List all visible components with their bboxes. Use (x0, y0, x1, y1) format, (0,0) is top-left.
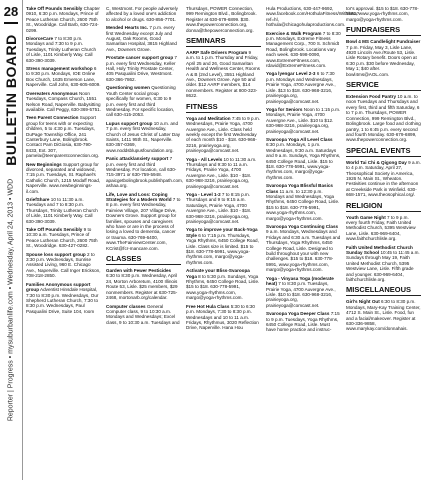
listing-entry (186, 50, 261, 99)
listing-title: New Beginnings (26, 161, 62, 167)
listing-title: Yoga - Vinyasa Yoga (moderate heat) (266, 275, 334, 287)
listing-body: 7 p.m. every first Wednesday, Keller Hall, Holy Trinity Prostate Center, 405 Pasqualini Drive, Westmont. 630-366-7862. (106, 55, 177, 82)
listing-title: World Tai Chi & Qigong Day (346, 159, 407, 165)
listing-entry (106, 6, 181, 22)
listing-entry (26, 36, 101, 63)
section-heading: SPECIAL EVENTS (346, 146, 421, 157)
section-heading: FUNDRAISERS (346, 25, 421, 36)
listing-body: C, Westmont. For people adversely affected by a loved one's addiction to alcohol or drugs. 630-856-7701. (106, 6, 178, 22)
listing-entry (266, 276, 341, 308)
running-head: Reporter | Progress • mysuburbanlife.com • Wednesday, April 24, 2013 • WDD (7, 178, 15, 422)
listing-body: 6 to 9:30 p.m. Mondays, IOE Online Box Church, 1635 Emerson Lane, Naperville. Call John, 630-605-6009. (26, 66, 101, 88)
listing-title: Yoga to improve your Back-Yoga Style (186, 227, 258, 238)
listing-title: Computer classes (106, 303, 146, 309)
listing-title: Exercise & Walk Program (266, 30, 322, 36)
listing-entry (26, 162, 101, 194)
listing-entry (106, 85, 181, 117)
listing-title: Yoga - Level 1-2 (186, 191, 221, 197)
listing-body: 10 to 11:30 a.m. Thursdays and 9:30 to 11 a.m. Fridays, Prairie Yoga, 4700 Auvergne Ave., Lisle. $10 - $18. 630-968-3216, prairieyoga.org, prairieyoga@comcast.net. (186, 156, 257, 189)
section-heading: RELIGION (346, 201, 421, 212)
section-title: BULLETIN BOARD (3, 34, 19, 166)
listing-entry (346, 39, 421, 77)
listing-body: Hula Productions, 630-447-9692, www.facebook.com/HothulaFitness/With/usa?ref=hl, hothula@chicagohulaproductions.com. (266, 6, 360, 28)
listing-entry (186, 116, 261, 154)
listing-title: Free Hot Hula Class (186, 303, 230, 309)
listing-entry (346, 160, 421, 198)
listing-body: 10 a.m. and 7 p.m. every first Wednesday, Church of Jesus Christ of Latter Day Saints, 1411 95th St., Naperville. 630-357-0369, www.noddsblupusfoundation.org. (106, 120, 181, 153)
listing-body: 10 to 11:30 a.m. Tuesdays and 7 to 8:30 p.m. Thursdays, Trinity Lutheran Church of Lisle, 1101 Kimberly Way. Call 630-390-3039. (26, 197, 98, 224)
listing-title: Mended Hearts Inc. (106, 25, 149, 31)
listing-entry (346, 299, 421, 331)
section-heading: FITNESS (186, 102, 261, 113)
listing-body: 7 to 8 p.m. every first Wednesday, Fairview Village, 207 Village Drive, Downers Grove. Support group for families, spouses and caregivers who have or are in the process of losing a loved to dementia, cancer or trauma. 630-769-6400, www.TheFairviewCenter.com, KCrist@fcr-mancare.com. (106, 197, 181, 251)
listing-body: 7 p.m. every first Wednesday except July and August, Oak Rooms, Good Samaritan Hospital, 3815 Highland Ave., Downers Grove. (106, 25, 177, 52)
listing-entry (26, 197, 101, 224)
listing-title: Svaroopa Yoga Deeper Class (266, 311, 330, 317)
listing-body: 10:45 to 11:45 a.m. Sundays through May 19, Faith United Methodist Church, 5395 Westview Lane, Lisle. Fifth grade and younger. 630-969-6404, faithchurchlisle.org. (346, 250, 420, 283)
listing-entry (346, 245, 421, 283)
listing-body: 7 to 8:30 p.m. Tuesdays, Prairie Yoga, 4700 Auvergne Ave., Lisle. $10 to $18. 630-968-3216, prairieyoga.org, prairieyoga@comcast.net. (266, 281, 336, 308)
listing-body: Noon Tuesdays, Compass Church, 1551 Nelson Road, Naperville. Babysitting available. Call Peggy, 630-369-5751. (26, 90, 101, 112)
listing-entry (26, 6, 101, 33)
listing-entry (266, 107, 341, 134)
listing-title: Youth Game Night (346, 214, 386, 220)
listing-body: 6:30 to 8:30 p.m. Mondays, Mary-Kay Training Center, 4712 S. Main St., Lisle. Food, fun and a facial/makeover. Register at 630-336-9858, www.marykay.com/donnahais. (346, 299, 421, 332)
column-1 (26, 6, 101, 476)
listing-body: 11 a.m. to 12:30 p.m. Mondays and Wednesdays, Yoga Rhythms, 6450 College Road, Lisle. $15 to $18. 630-778-5991, www.yoga-rhythms.com, margo@yoga-rhythms.com. (266, 188, 340, 221)
column-4 (266, 6, 360, 476)
listing-title: Garden with Fewer Pesticides (106, 268, 172, 274)
listing-body: 7 to 8:15 p.m. Thursdays and 9 to 9:15 a.m. Saturdays, Prairie Yoga, 4700 Auvergne Ave., Lisle. $10 - $18. 630-968-3216, prairieyoga.org, prairieyoga@comcast.net. (186, 191, 252, 224)
listing-body: 7:45 to 9 p.m. Wednesdays, Prairie Yoga, 4700 Auvergne Ave., Lisle. Class held weekly except the first Wednesday of each month $10 - $18. 630-968-3216, prairieyoga.org, prairieyoga@comcast.net. (186, 115, 260, 154)
listing-body: 2 to 3:30 p.m. Wednesdays, Sunrise Assisted Living, 960 E. Chicago Ave., Naperville. Call Inger Erickson, 708-218-2850. (26, 251, 101, 279)
listing-body: 9 a.m. Mondays, Wednesdays and Fridays and 6:30 a.m. Tuesdays and Thursdays, Yoga Rhythms, 6450 College Road, Lisle. Designed to build throughout your with new challenges. $15 to $18. 630-778-5991, www.yoga-rhythms.com, margo@yoga-rhythms.com. (266, 229, 341, 273)
listing-entry (26, 282, 101, 314)
listing-title: Bowl 4 MS Candlelight Fundraiser (346, 39, 421, 45)
listing-title: Questioning women (106, 85, 150, 91)
listing-entry (106, 268, 181, 300)
listing-body: 6 to 7:15 p.m. Thursdays, Yoga Rhythms, 6450 College Road, Lisle. Class size is limited. $15 to $18. 630-778-5991, www.yoga-rhythms.com, margo@yoga-rhythms.com. (186, 232, 259, 265)
listing-body: 9 a.m. to 4 p.m. Saturday, April 27, Theosophical Society in America, 1926 N. Main St., Wheaton. Festivities continue in the afternoon at Creekside Park in Winfield. 630-668-1571, www.theosophical.org/. (346, 159, 421, 198)
listing-entry (186, 192, 261, 224)
listing-entry (346, 6, 421, 22)
column-5 (346, 6, 421, 476)
listing-title: Families Anonymous support group (26, 281, 91, 293)
section-heading: MISCELLANEOUS (346, 285, 421, 296)
listing-body: 7 to 8:30 p.m. Mondays, Extreme Fitness Management Corp., 700 S. Schmidt Road, Bolingbrook. Locations vary each week. 630-598-0090, www.ExtremeFitness.com, rdavid@ExtremeFitness.com. (266, 30, 341, 69)
listing-entry (186, 268, 261, 300)
listing-body: Questioning Youth Center social group specifically for women, 6:30 to 9 p.m. every first and third Wednesday. For specific location, call 630-415-2053. (106, 85, 176, 118)
listing-entry (26, 227, 101, 249)
listing-body: Noon to 1:15 p.m. Mondays, Prairie Yoga, 4700 Auvergne Ave., Lisle. $10 to $12. 630-968-3216, prairieyoga.org, prairieyoga@comcast.net. (266, 106, 341, 134)
listing-entry (186, 6, 261, 33)
listing-title: Prostate cancer support group (106, 55, 174, 61)
listing-entry (266, 183, 341, 221)
listing-body: Chapter 0910, 6:30 p.m. Mondays, Prince of Peace Lutheran Church, 2600 75th St., Woodridge. Call Barb, 630-724-0299. (26, 6, 100, 33)
listing-entry (106, 156, 184, 189)
listing-entry (266, 311, 341, 333)
listing-title: Stress management workshop (26, 66, 93, 72)
section-heading: SERVICE (346, 80, 421, 91)
listing-entry (186, 227, 261, 265)
section-heading: CLASSES (106, 254, 181, 265)
column-2 (106, 6, 184, 476)
listing-body: Adventist Hinsdale Hospital, 7:30 to 8:30 p.m. Wednesdays, Our Shepherd Lutheran Church, 7:30 to 8:30 p.m. Wednesdays, Paul Pasqualini Drive, Suite 104, room (26, 287, 99, 314)
listing-body: 6 to 7:30 p.m. Mondays and Wednesdays, Prairie Yoga, 4700 Auvergne Ave., Lisle. $13 to $18. 630-968-3216, prairieyoga.org, prairieyoga@comcast.net. (266, 71, 336, 104)
listing-body: 9 to 10:30 a.m. Tuesdays, Prince of Peace Lutheran Church, 2600 75th St., Woodridge. 630-427-0282. (26, 227, 98, 249)
listing-body: tor's approval. $15 to $18. 630-778-5991, www.yoga-rhythms.com, margo@yoga-rhythms.com. (346, 6, 419, 22)
listing-entry (186, 304, 261, 331)
listing-entry (266, 137, 341, 180)
listing-title: Teen Parent Connection (26, 115, 79, 121)
listing-entry (106, 55, 181, 82)
listing-entry (106, 25, 181, 52)
listing-title: DivorceCare (26, 36, 54, 42)
listing-entry (26, 91, 101, 113)
listing-entry (26, 115, 101, 158)
listing-entry (346, 215, 421, 242)
listing-title: Extension Food Pantry (346, 94, 397, 100)
listing-title: Yoga and Meditation (186, 115, 231, 121)
listing-title: Girl's Night Out (346, 299, 380, 305)
page-number-rule (4, 22, 18, 24)
page-number: 28 (3, 4, 19, 19)
listing-title: Spouse loss support group (26, 251, 86, 257)
listing-entry (266, 224, 341, 273)
listing-title: Take Off Pounds Sensibly (26, 6, 83, 11)
listing-body: Support group for teens with or expecting children, 5 to 4:30 p.m. Tuesdays, DuPage Township Office, 241 Canterbury Lane, Bolingbrook. Contact Pam DiGiosia, 630-790-8433, Ext. 307, pamela@teenparentconnection.org. (26, 115, 100, 159)
listing-entry (266, 31, 341, 69)
listing-title: Svaroopa Yoga All Level Class (266, 136, 333, 142)
section-heading: SEMINARS (186, 36, 261, 47)
listing-body: 7 p.m. Friday, May 3, Lisle Lane, 4920 Lincoln Ave./Route 53, Lisle. Lisle Rotary benefit. Doors open at 6:30 p.m. $30 before Wednesday, May 1; $40 after. bowl4ms@AOL.com. (346, 44, 417, 77)
listing-entry (346, 94, 421, 143)
listing-title: Yoga for Seniors (266, 106, 303, 112)
listing-body: 10 a.m. to noon Tuesdays and Thursdays and every first, third and fifth Saturday, 6 to 7 p.m. Thursdays, POWER Connection, 999 Remington Blvd., Bolingbrook. Large food and clothing pantry, 1 to 6:45 p.m. every second and fourth Monday. 630-679-6899, www.thepowerconnection.org. (346, 94, 421, 143)
listing-body: General Computer class, 9 to 10:30 a.m. Mondays and Wednesdays; Excel class, 9 to 10:30 a.m. Tuesdays and (106, 303, 180, 325)
listing-entry (186, 157, 261, 189)
listing-title: Life, Love and Loss: Coping Strategies for a Modern World (106, 191, 172, 202)
listing-title: Svaroopa Yoga Blissful Basics Class (266, 183, 333, 194)
listing-entry (106, 304, 181, 326)
listing-title: Lupus support group (106, 120, 153, 126)
listing-entry (106, 192, 181, 251)
listing-entry (26, 66, 101, 88)
listing-title: GriefShare (26, 197, 50, 202)
listing-body: Thursdays, POWER Connection, 999 Remington Blvd., Bolingbrook. Register at 630-679-6899. $30. www.thepowerconnection.org, donna@thepowerconnection.org. (186, 6, 257, 33)
listing-body: 6:30 p.m. Mondays, 1 p.m. Wednesdays, 9:30 a.m. Saturdays and 9 a.m. Sundays, Yoga Rhythms, 6450 College Road, Lisle. $15 to $18. 630-778-5991, www.yoga-rhythms.com, margo@yoga-rhythms.com. (266, 142, 341, 180)
listing-title: Overeaters Anonymous (26, 90, 78, 96)
listing-body: 6:30 to 8:30 p.m. Wednesday, April 24, Morton Arboretum, 4100 Illinois Route 53, Lisle. $25 members, $29 nonmembers. Register at 630-725-2468, mortonarb.org/calendar. (106, 273, 178, 301)
listing-title: Svaroopa Yoga Continuing Class (266, 224, 339, 230)
listing-title: Take Off Pounds Sensibly (26, 227, 83, 233)
page-gutter (0, 0, 23, 480)
listing-entry (106, 121, 181, 153)
column-3 (186, 6, 261, 476)
listing-body: Support group for divorced, separated and widowed, 7:15 p.m. Tuesdays, St. Raphael's Catholic Church, 1215 Modaff Road, Naperville. www.newbeginnings-il.com. (26, 161, 101, 194)
listing-body: 7:15 to 9 p.m. Tuesdays, Yoga Rhythms, 6450 College Road, Lisle. Must have home practice and instruc- (266, 311, 340, 333)
listing-title: Panic attack/anxiety support (106, 156, 169, 162)
listing-body: 7 p.m. every first and third Wednesday. For location, call 630-715-3971 or 630-759-5948. apaicgetbolingbrook.publishpath.com, ashaa.org. (106, 156, 184, 189)
listing-entry (266, 6, 360, 28)
listing-body: 5:30 to 6:30 p.m. Mondays, 7:30 to 8:30 p.m. Wednesdays and 10 to 11 a.m. Fridays, Rhythmus, 3020 Reflection Drive, Naperville. Hana Hou (186, 303, 259, 331)
listing-title: Faith United Methodist Church Sunday School (346, 244, 413, 255)
listing-body: 7 to 8:30 p.m. Mondays and 7:30 to 9 p.m. Tuesdays, Trinity Lutheran Church of Lisle, 1101 Kimberly Way. Call 630-390-3039. (26, 36, 97, 63)
listing-title: Yoga lyengar Level 2-3 (266, 71, 316, 77)
listing-body: 9 a.m. to 1 p.m. Thursday and Friday, April 25 and 26, Good Samaritan Health and Wellness Center, Rooms A & B (2nd Level), 3551 Highland Ave., Downers Grove. Age 50 and older. $12 AARP members, $14 nonmembers. Register at 800-323-8622. (186, 50, 260, 99)
listing-entry (266, 71, 341, 103)
listing-title: Activate your Bliss-Svaroopa Yoga (186, 268, 250, 279)
listing-body: 8 to 5:30 p.m. Sundays, Yoga Rhythms, 6450 College Road, Lisle. $15 to $18. 630-778-5991, www.yoga-rhythms.com, margo@yoga-rhythms.com. (186, 273, 260, 301)
listing-body: 7 to 9 p.m. every fourth Friday, Faith United Methodist Church, 5395 Westview Lane, Lisle. 630-969-6404, www.faithchurchlisle.org. (346, 214, 416, 242)
listing-title: AARP Safe Drivers Program (186, 50, 248, 56)
listing-title: Yoga - All Levels (186, 156, 223, 162)
listing-entry (26, 252, 101, 279)
